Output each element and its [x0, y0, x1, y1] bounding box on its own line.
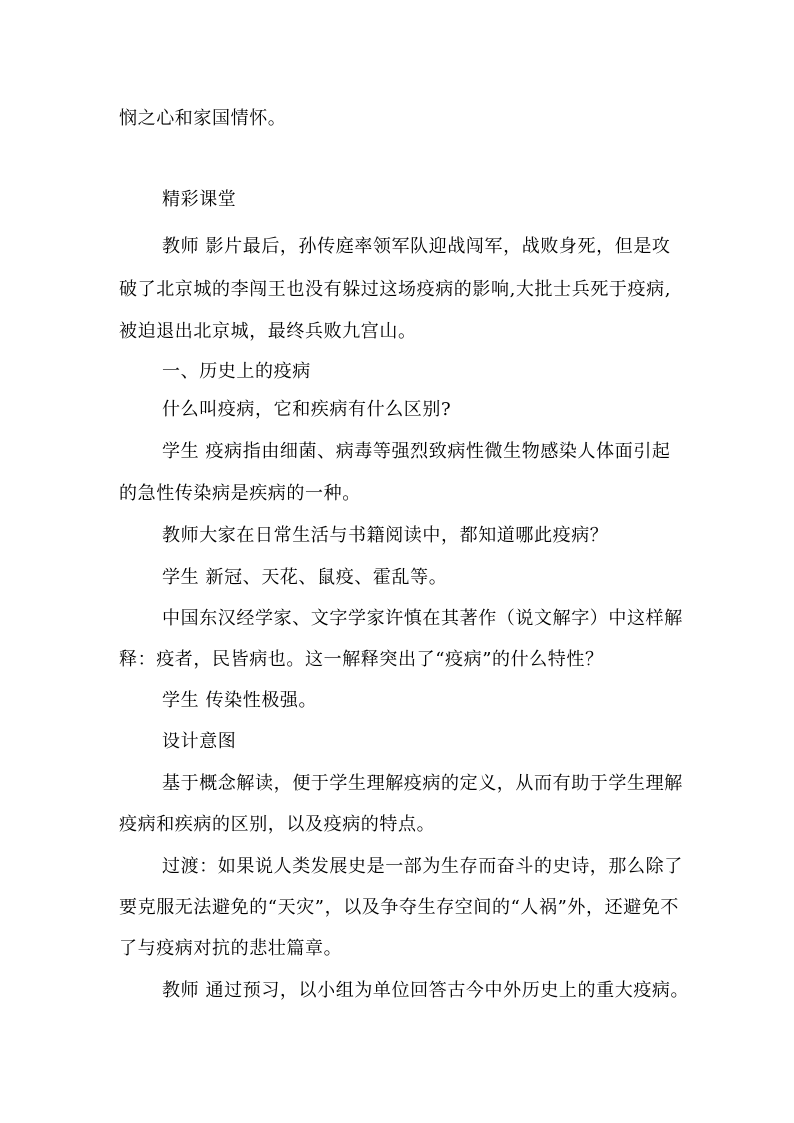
paragraph-line: 什么叫疫病，它和疾病有什么区别?: [162, 399, 452, 420]
section-heading: 精彩课堂: [162, 189, 237, 210]
paragraph-line: 教师 影片最后，孙传庭率领军队迎战闯军，战败身死，但是攻: [162, 236, 671, 257]
paragraph-line: 疫病和疾病的区别，以及疫病的特点。: [119, 814, 436, 835]
paragraph-line: 释：疫者，民皆病也。这一解释突出了“疫病”的什么特性？: [119, 649, 604, 670]
paragraph-line: 学生 新冠、天花、鼠疫、霍乱等。: [162, 567, 448, 588]
paragraph-line: 中国东汉经学家、文字学家许慎在其著作（说文解字）中这样解: [162, 608, 683, 629]
paragraph-line: 悯之心和家国情怀。: [119, 108, 287, 129]
section-heading: 设计意图: [162, 731, 237, 752]
paragraph-line: 教师 通过预习，以小组为单位回答古今中外历史上的重大疫病。: [162, 980, 690, 1001]
paragraph-line: 破了北京城的李闯王也没有躲过这场疫病的影响,大批士兵死于疫病,: [119, 279, 672, 300]
paragraph-line: 了与疫病对抗的悲壮篇章。: [119, 938, 343, 959]
paragraph-line: 学生 疫病指由细菌、病毒等强烈致病性微生物感染人体面引起: [162, 441, 671, 462]
paragraph-line: 教师大家在日常生活与书籍阅读中，都知道哪此疫病？: [162, 525, 609, 546]
paragraph-line: 要克服无法避免的“天灾”，以及争夺生存空间的“人祸”外，还避免不: [119, 897, 680, 918]
paragraph-line: 被迫退出北京城，最终兵败九宫山。: [119, 321, 417, 342]
paragraph-line: 学生 传染性极强。: [162, 690, 318, 711]
paragraph-line: 过渡：如果说人类发展史是一部为生存而奋斗的史诗，那么除了: [162, 856, 683, 877]
paragraph-line: 的急性传染病是疾病的一种。: [119, 483, 361, 504]
section-heading: 一、历史上的疫病: [162, 361, 311, 382]
paragraph-line: 基于概念解读，便于学生理解疫病的定义，从而有助于学生理解: [162, 773, 683, 794]
